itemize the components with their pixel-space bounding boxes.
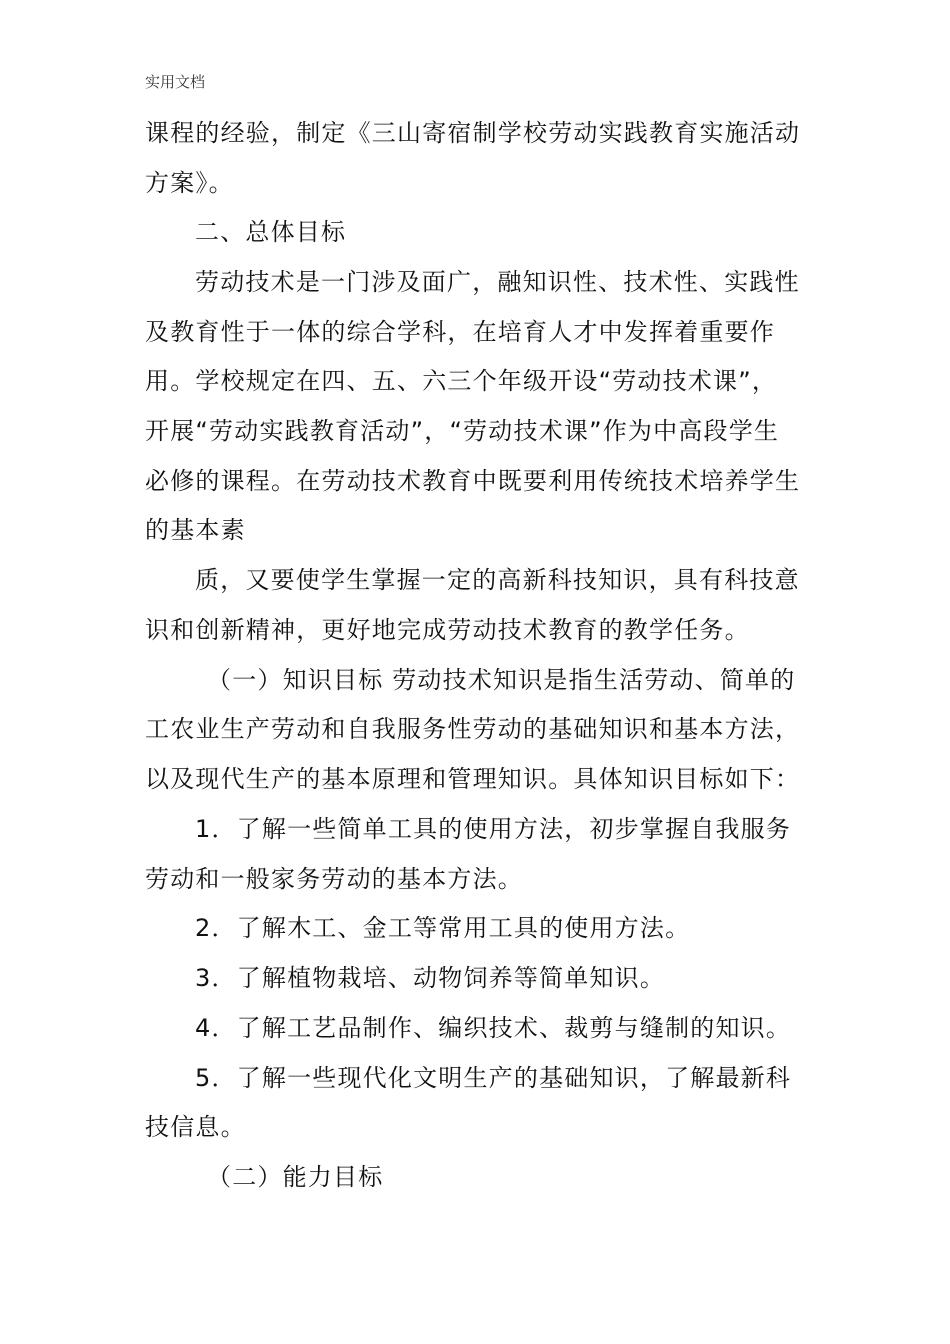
paragraph-line: 方案》。 <box>145 169 234 197</box>
paragraph-line: 及教育性于一体的综合学科，在培育人才中发挥着重要作 <box>145 318 775 346</box>
list-item: 5．了解一些现代化文明生产的基础知识，了解最新科 <box>195 1064 792 1092</box>
paragraph-line: 必修的课程。在劳动技术教育中既要利用传统技术培养学生 <box>145 467 801 495</box>
list-item: 4．了解工艺品制作、编织技术、裁剪与缝制的知识。 <box>195 1014 792 1042</box>
paragraph-line: 以及现代生产的基本原理和管理知识。具体知识目标如下： <box>145 765 801 793</box>
page-header: 实用文档 <box>145 73 206 91</box>
list-item: 1．了解一些简单工具的使用方法，初步掌握自我服务 <box>195 815 792 843</box>
paragraph-line: 技信息。 <box>145 1113 246 1141</box>
paragraph-line: 开展“劳动实践教育活动”，“劳动技术课”作为中高段学生 <box>145 417 780 445</box>
paragraph-line: 识和创新精神，更好地完成劳动技术教育的教学任务。 <box>145 616 750 644</box>
list-item: 2．了解木工、金工等常用工具的使用方法。 <box>195 914 691 942</box>
paragraph-line: 质，又要使学生掌握一定的高新科技知识，具有科技意 <box>195 566 800 594</box>
paragraph-line: 劳动技术是一门涉及面广，融知识性、技术性、实践性 <box>195 268 800 296</box>
section-heading: 二、总体目标 <box>195 218 347 246</box>
list-item: 3．了解植物栽培、动物饲养等简单知识。 <box>195 964 666 992</box>
paragraph-line: 工农业生产劳动和自我服务性劳动的基础知识和基本方法， <box>145 715 801 743</box>
subsection-heading: （一）知识目标 劳动技术知识是指生活劳动、简单的 <box>207 666 796 694</box>
paragraph-line: 的基本素 <box>145 516 246 544</box>
paragraph-line: 用。学校规定在四、五、六三个年级开设“劳动技术课”， <box>145 367 778 395</box>
paragraph-line: 劳动和一般家务劳动的基本方法。 <box>145 865 523 893</box>
subsection-heading: （二）能力目标 <box>207 1163 384 1191</box>
paragraph-line: 课程的经验，制定《三山寄宿制学校劳动实践教育实施活动 <box>145 119 801 147</box>
